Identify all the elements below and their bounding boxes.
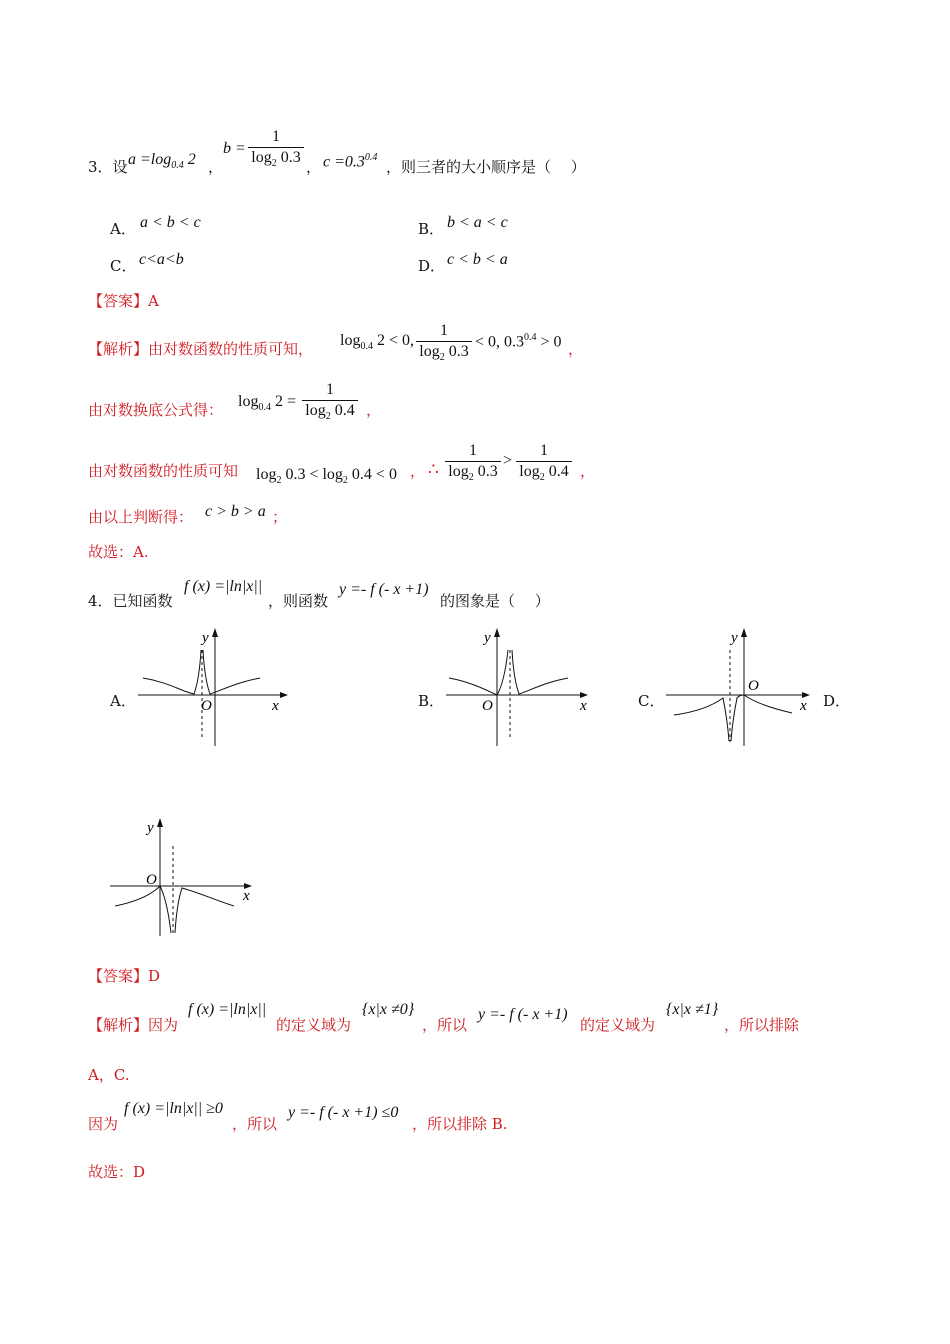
graph-b[interactable] [446, 628, 596, 748]
q3-stem-tail: ，则三者的大小顺序是（ ） [386, 158, 586, 176]
q4-analysis-line1-prefix: 【解析】因为 [88, 1016, 179, 1034]
q3-a-def: $a =\log_{0.4}$ 2 [128, 151, 196, 172]
q3-option-c: c<a<b [139, 251, 184, 268]
graph-a[interactable] [138, 628, 288, 748]
q4-analysis-line1-domain2: {x|x ≠1} [666, 1001, 719, 1018]
graph-c[interactable] [666, 628, 816, 748]
graph-d-y-label: y [147, 820, 154, 836]
q3-c-def: $c =0.3^{0.4}$ [323, 152, 378, 171]
q4-stem-tail: 的图象是（ ） [440, 592, 550, 610]
q3-option-b: b < a < c [447, 214, 508, 231]
q4-option-c-label: C． [638, 692, 665, 710]
q3-conclusion: 故选：A. [88, 543, 149, 561]
graph-a-x-label: x [272, 698, 279, 714]
q4-analysis-line1-y: y =- f (- x +1) [478, 1006, 568, 1023]
q3-analysis-line3-fraction2: 1 $\log_2 0.4$ [516, 442, 572, 487]
q3-analysis-line1-prefix: 【解析】由对数函数的性质可知， [88, 340, 314, 358]
q3-analysis-line1-expr: $\log_{0.4} 2 < 0$, [340, 332, 414, 353]
q3-analysis-line3-fraction1: 1 $\log_2 0.3$ [445, 442, 501, 487]
q4-answer: 【答案】D [88, 967, 161, 985]
q3-number: 3．设 [88, 158, 128, 176]
q3-analysis-line2-expr: $\log_{0.4} 2$ = [238, 393, 296, 414]
graph-c-y-label: y [731, 630, 738, 646]
graph-d-origin-label: O [146, 872, 157, 888]
graph-d[interactable] [110, 818, 260, 938]
q3-analysis-line1-rest: < 0, $0.3^{0.4} > 0$ [475, 332, 562, 351]
q3-analysis-line4-prefix: 由以上判断得： [88, 508, 194, 526]
q4-analysis-line3-y: y =- f (- x +1) ≤0 [288, 1104, 399, 1121]
q3-option-a-label: A． [110, 220, 136, 238]
q3-analysis-line1-fraction: 1 $\log_2 0.3$ [416, 322, 472, 367]
graph-c-x-label: x [800, 698, 807, 714]
q3-option-c-label: C． [110, 257, 137, 275]
q4-conclusion: 故选：D [88, 1163, 146, 1181]
q4-analysis-line1-domain1: {x|x ≠0} [362, 1001, 415, 1018]
graph-b-y-label: y [484, 630, 491, 646]
q3-answer: 【答案】A [88, 292, 159, 310]
graph-b-origin-label: O [482, 698, 493, 714]
q3-analysis-line2-prefix: 由对数换底公式得： [88, 401, 224, 419]
q3-analysis-line3-prefix: 由对数函数的性质可知 [88, 462, 239, 480]
q3-analysis-line4-expr: c > b > a [205, 503, 266, 520]
q4-analysis-line3-f: f (x) =|ln|x|| ≥0 [124, 1100, 223, 1117]
q4-y-def: y =- f (- x +1) [339, 581, 429, 598]
q4-analysis-line1-f: f (x) =|ln|x|| [188, 1001, 267, 1018]
q3-b-def: b = [223, 140, 246, 157]
q4-option-a-label: A． [110, 692, 136, 710]
q3-option-d: c < b < a [447, 251, 508, 268]
q3-option-a: a < b < c [140, 214, 201, 231]
graph-b-x-label: x [580, 698, 587, 714]
q3-b-fraction: 1 $\log_2 0.3$ [248, 128, 304, 173]
therefore-icon: ∴ [428, 460, 439, 480]
q3-option-d-label: D． [418, 257, 446, 275]
graph-a-origin-label: O [201, 698, 212, 714]
q4-number: 4．已知函数 [88, 592, 173, 610]
graph-a-y-label: y [202, 630, 209, 646]
q4-analysis-line3-prefix: 因为 [88, 1115, 119, 1133]
q4-option-d-label: D． [823, 692, 851, 710]
q3-analysis-line2-fraction: 1 $\log_2 0.4$ [302, 381, 358, 426]
q4-option-b-label: B． [418, 692, 445, 710]
q3-option-b-label: B． [418, 220, 445, 238]
q3-analysis-line3-expr: $\log_2 0.3 < \log_2 0.4 < 0$ [256, 466, 397, 487]
graph-d-x-label: x [243, 888, 250, 904]
graph-c-origin-label: O [748, 678, 759, 694]
q4-f-def: f (x) =|ln|x|| [184, 578, 263, 595]
q4-analysis-line2: A，C. [88, 1066, 130, 1084]
